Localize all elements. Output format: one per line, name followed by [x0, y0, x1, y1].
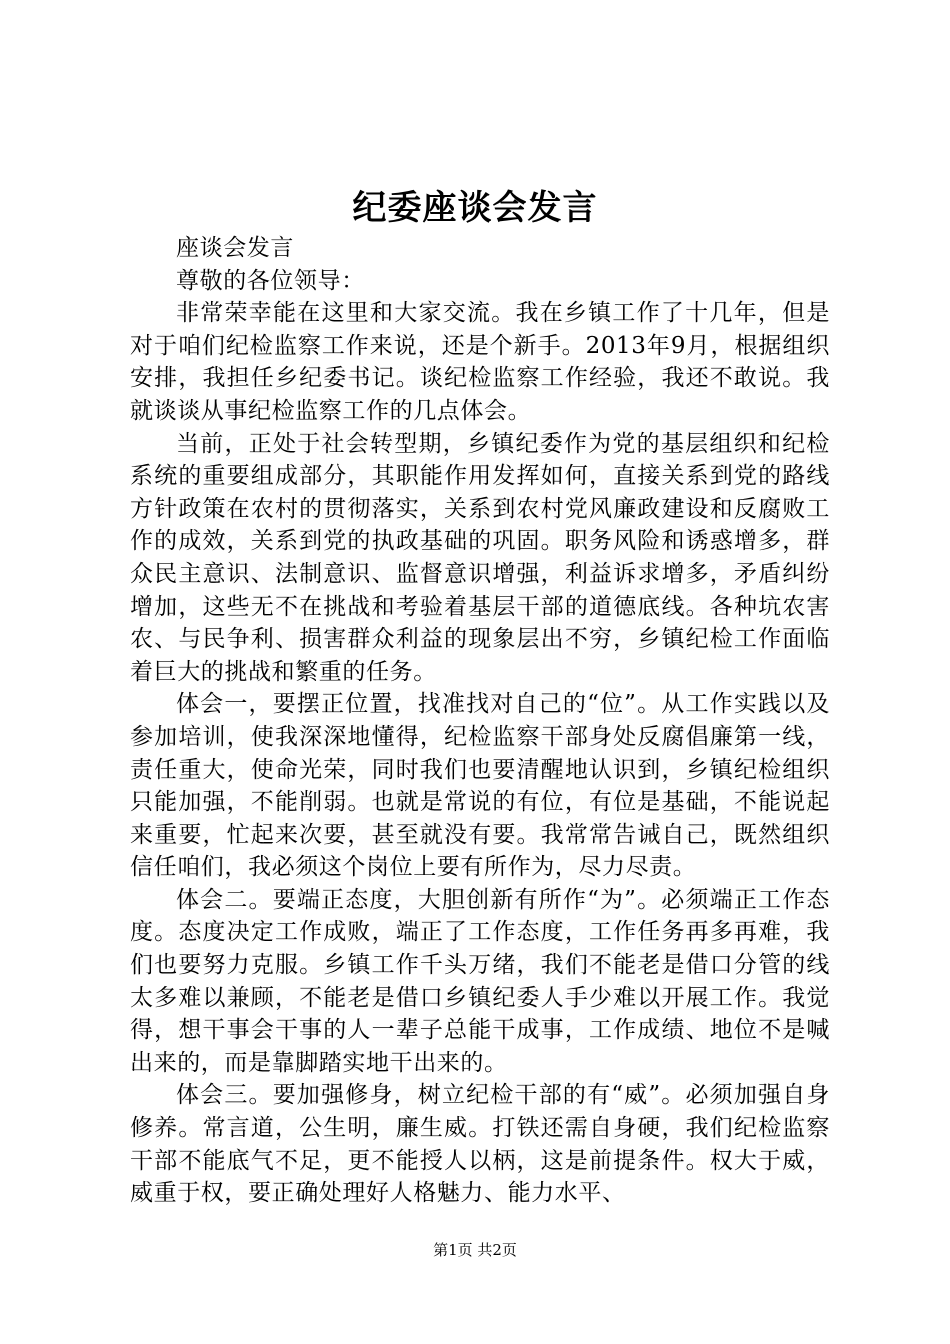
body-paragraph: 非常荣幸能在这里和大家交流。我在乡镇工作了十几年，但是对于咱们纪检监察工作来说，还是个新手。2013年9月，根据组织安排，我担任乡纪委书记。谈纪检监察工作经验，我还不敢说。我就谈谈从事纪检监察工作的几点体会。 — [130, 300, 830, 424]
document-body — [130, 232, 830, 1210]
page-number-footer: 第1页 共2页 — [433, 1241, 517, 1259]
body-paragraph: 体会一，要摆正位置，找准找对自己的“位”。从工作实践以及参加培训，使我深深地懂得，纪检监察干部身处反腐倡廉第一线，责任重大，使命光荣，同时我们也要清醒地认识到，乡镇纪检组织只能加强，不能削弱。也就是常说的有位，有位是基础，不能说起来重要，忙起来次要，甚至就没有要。我常常告诫自己，既然组织信任咱们，我必须这个岗位上要有所作为，尽力尽责。 — [130, 691, 830, 881]
body-paragraph: 当前，正处于社会转型期，乡镇纪委作为党的基层组织和纪检系统的重要组成部分，其职能作用发挥如何，直接关系到党的路线方针政策在农村的贯彻落实，关系到农村党风廉政建设和反腐败工作的成效，关系到党的执政基础的巩固。职务风险和诱惑增多，群众民主意识、法制意识、监督意识增强，利益诉求增多，矛盾纠纷增加，这些无不在挑战和考验着基层干部的道德底线。各种坑农害农、与民争利、损害群众利益的现象层出不穷，乡镇纪检工作面临着巨大的挑战和繁重的任务。 — [130, 430, 830, 685]
body-paragraph: 体会三。要加强修身，树立纪检干部的有“威”。必须加强自身修养。常言道，公生明，廉生威。打铁还需自身硬，我们纪检监察干部不能底气不足，更不能授人以柄，这是前提条件。权大于威，威重于权，要正确处理好人格魅力、能力水平、 — [130, 1082, 830, 1207]
subtitle-paragraph: 座谈会发言 — [176, 235, 294, 261]
document-title: 纪委座谈会发言 — [352, 188, 598, 228]
body-paragraph: 体会二。要端正态度，大胆创新有所作“为”。必须端正工作态度。态度决定工作成败，端正了工作态度，工作任务再多再难，我们也要努力克服。乡镇工作千头万绪，我们不能老是借口分管的线太多难以兼顾，不能老是借口乡镇纪委人手少难以开展工作。我觉得，想干事会干事的人一辈子总能干成事，工作成绩、地位不是喊出来的，而是靠脚踏实地干出来的。 — [130, 886, 830, 1076]
salutation-paragraph: 尊敬的各位领导： — [176, 267, 365, 294]
